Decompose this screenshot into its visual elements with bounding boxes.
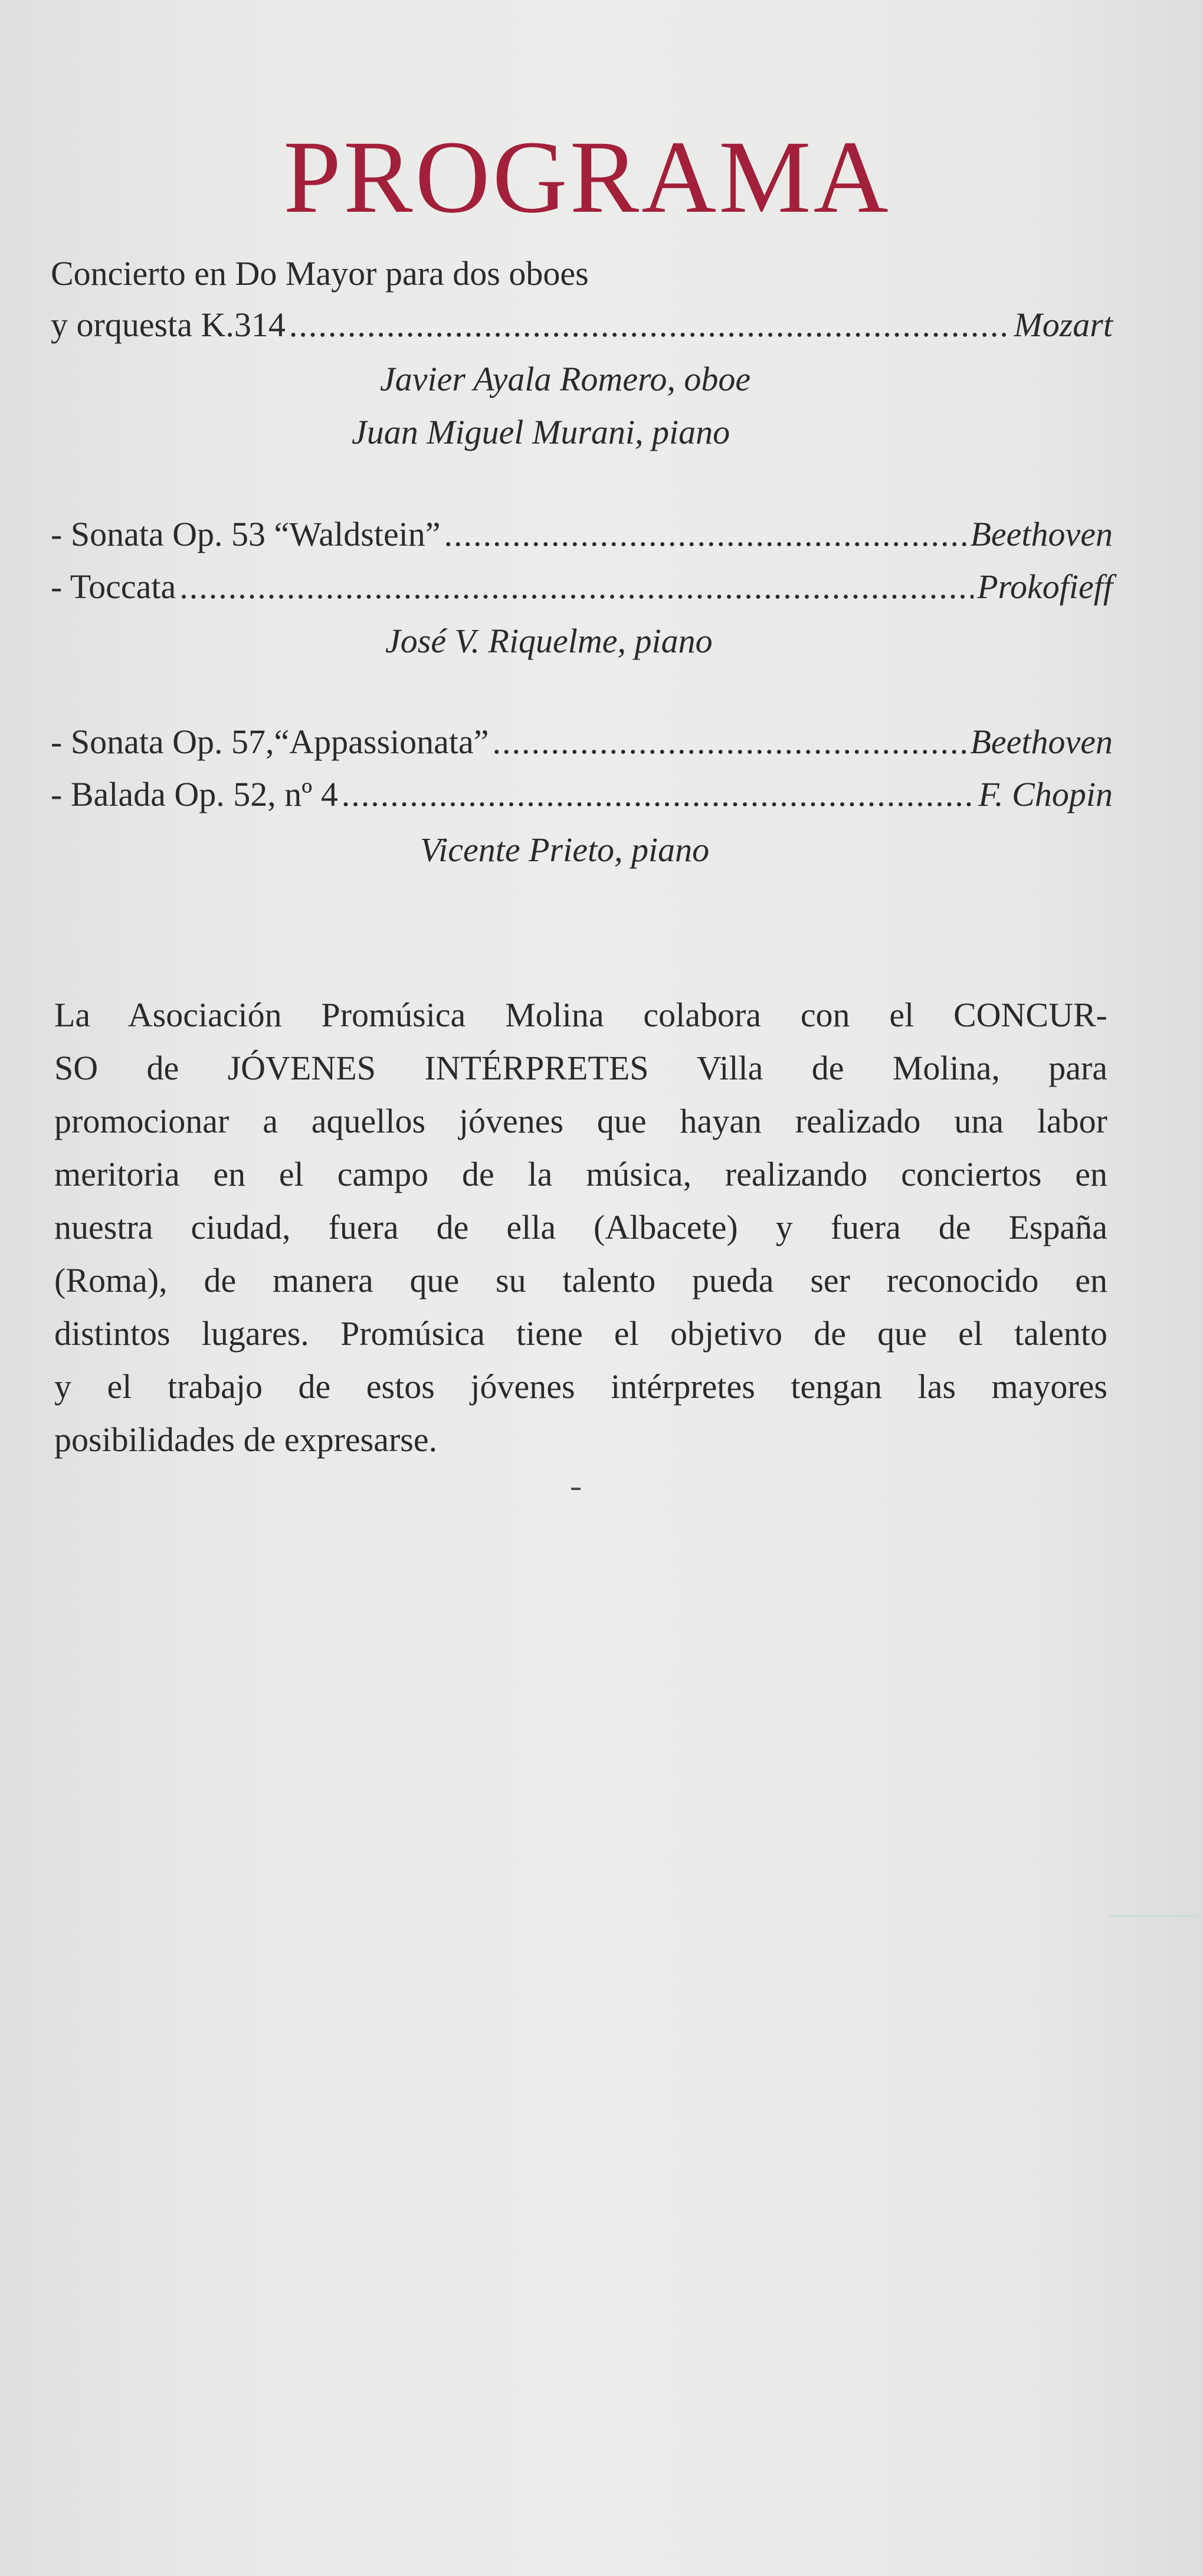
performer-line: Juan Miguel Murani, piano	[352, 413, 730, 451]
print-speck	[571, 1488, 581, 1490]
performer-line: Javier Ayala Romero, oboe	[380, 360, 751, 398]
program-item-mozart	[51, 308, 1113, 355]
paragraph-line: SO de JÓVENES INTÉRPRETES Villa de Molina, para	[54, 1049, 1107, 1087]
paragraph-line: (Roma), de manera que su talento pueda ser reconocido en	[54, 1261, 1107, 1300]
composer-name: Beethoven	[970, 515, 1113, 553]
description-paragraph	[54, 989, 1107, 1466]
dot-leader	[444, 517, 967, 552]
program-item-balada	[51, 777, 1113, 825]
performer-line: José V. Riquelme, piano	[385, 622, 713, 660]
dot-leader	[342, 777, 975, 812]
paragraph-line: distintos lugares. Promúsica tiene el objetivo de que el talento	[54, 1314, 1107, 1353]
work-title: - Sonata Op. 57,“Appassionata”	[51, 723, 489, 761]
paragraph-line: y el trabajo de estos jóvenes intérpretes tengan las mayores	[54, 1367, 1107, 1406]
composer-name: Beethoven	[970, 723, 1113, 761]
composer-name: Prokofieff	[977, 567, 1113, 606]
work-title: - Balada Op. 52, nº 4	[51, 775, 338, 813]
dot-leader	[493, 725, 967, 759]
dot-leader	[289, 308, 1011, 342]
composer-name: Mozart	[1014, 306, 1113, 344]
work-title: y orquesta K.314	[51, 306, 286, 344]
dot-leader	[179, 570, 973, 604]
paragraph-line: La Asociación Promúsica Molina colabora con el CONCUR-	[54, 996, 1107, 1034]
program-item-mozart-line1: Concierto en Do Mayor para dos oboes	[51, 254, 589, 293]
paragraph-line: promocionar a aquellos jóvenes que hayan realizado una labor	[54, 1102, 1107, 1140]
paragraph-line: nuestra ciudad, fuera de ella (Albacete) y fuera de España	[54, 1208, 1107, 1246]
composer-name: F. Chopin	[978, 775, 1113, 813]
paragraph-line: meritoria en el campo de la música, realizando conciertos en	[54, 1155, 1107, 1193]
page-title: PROGRAMA	[283, 119, 891, 235]
program-item-toccata	[51, 567, 1113, 617]
work-title: - Sonata Op. 53 “Waldstein”	[51, 515, 441, 553]
work-title: - Toccata	[51, 567, 176, 606]
program-item-appassionata	[51, 725, 1113, 772]
program-item-waldstein	[51, 517, 1113, 565]
performer-line: Vicente Prieto, piano	[420, 831, 710, 869]
paper-scratch	[1109, 1915, 1198, 1917]
paragraph-line: posibilidades de expresarse.	[54, 1420, 438, 1459]
